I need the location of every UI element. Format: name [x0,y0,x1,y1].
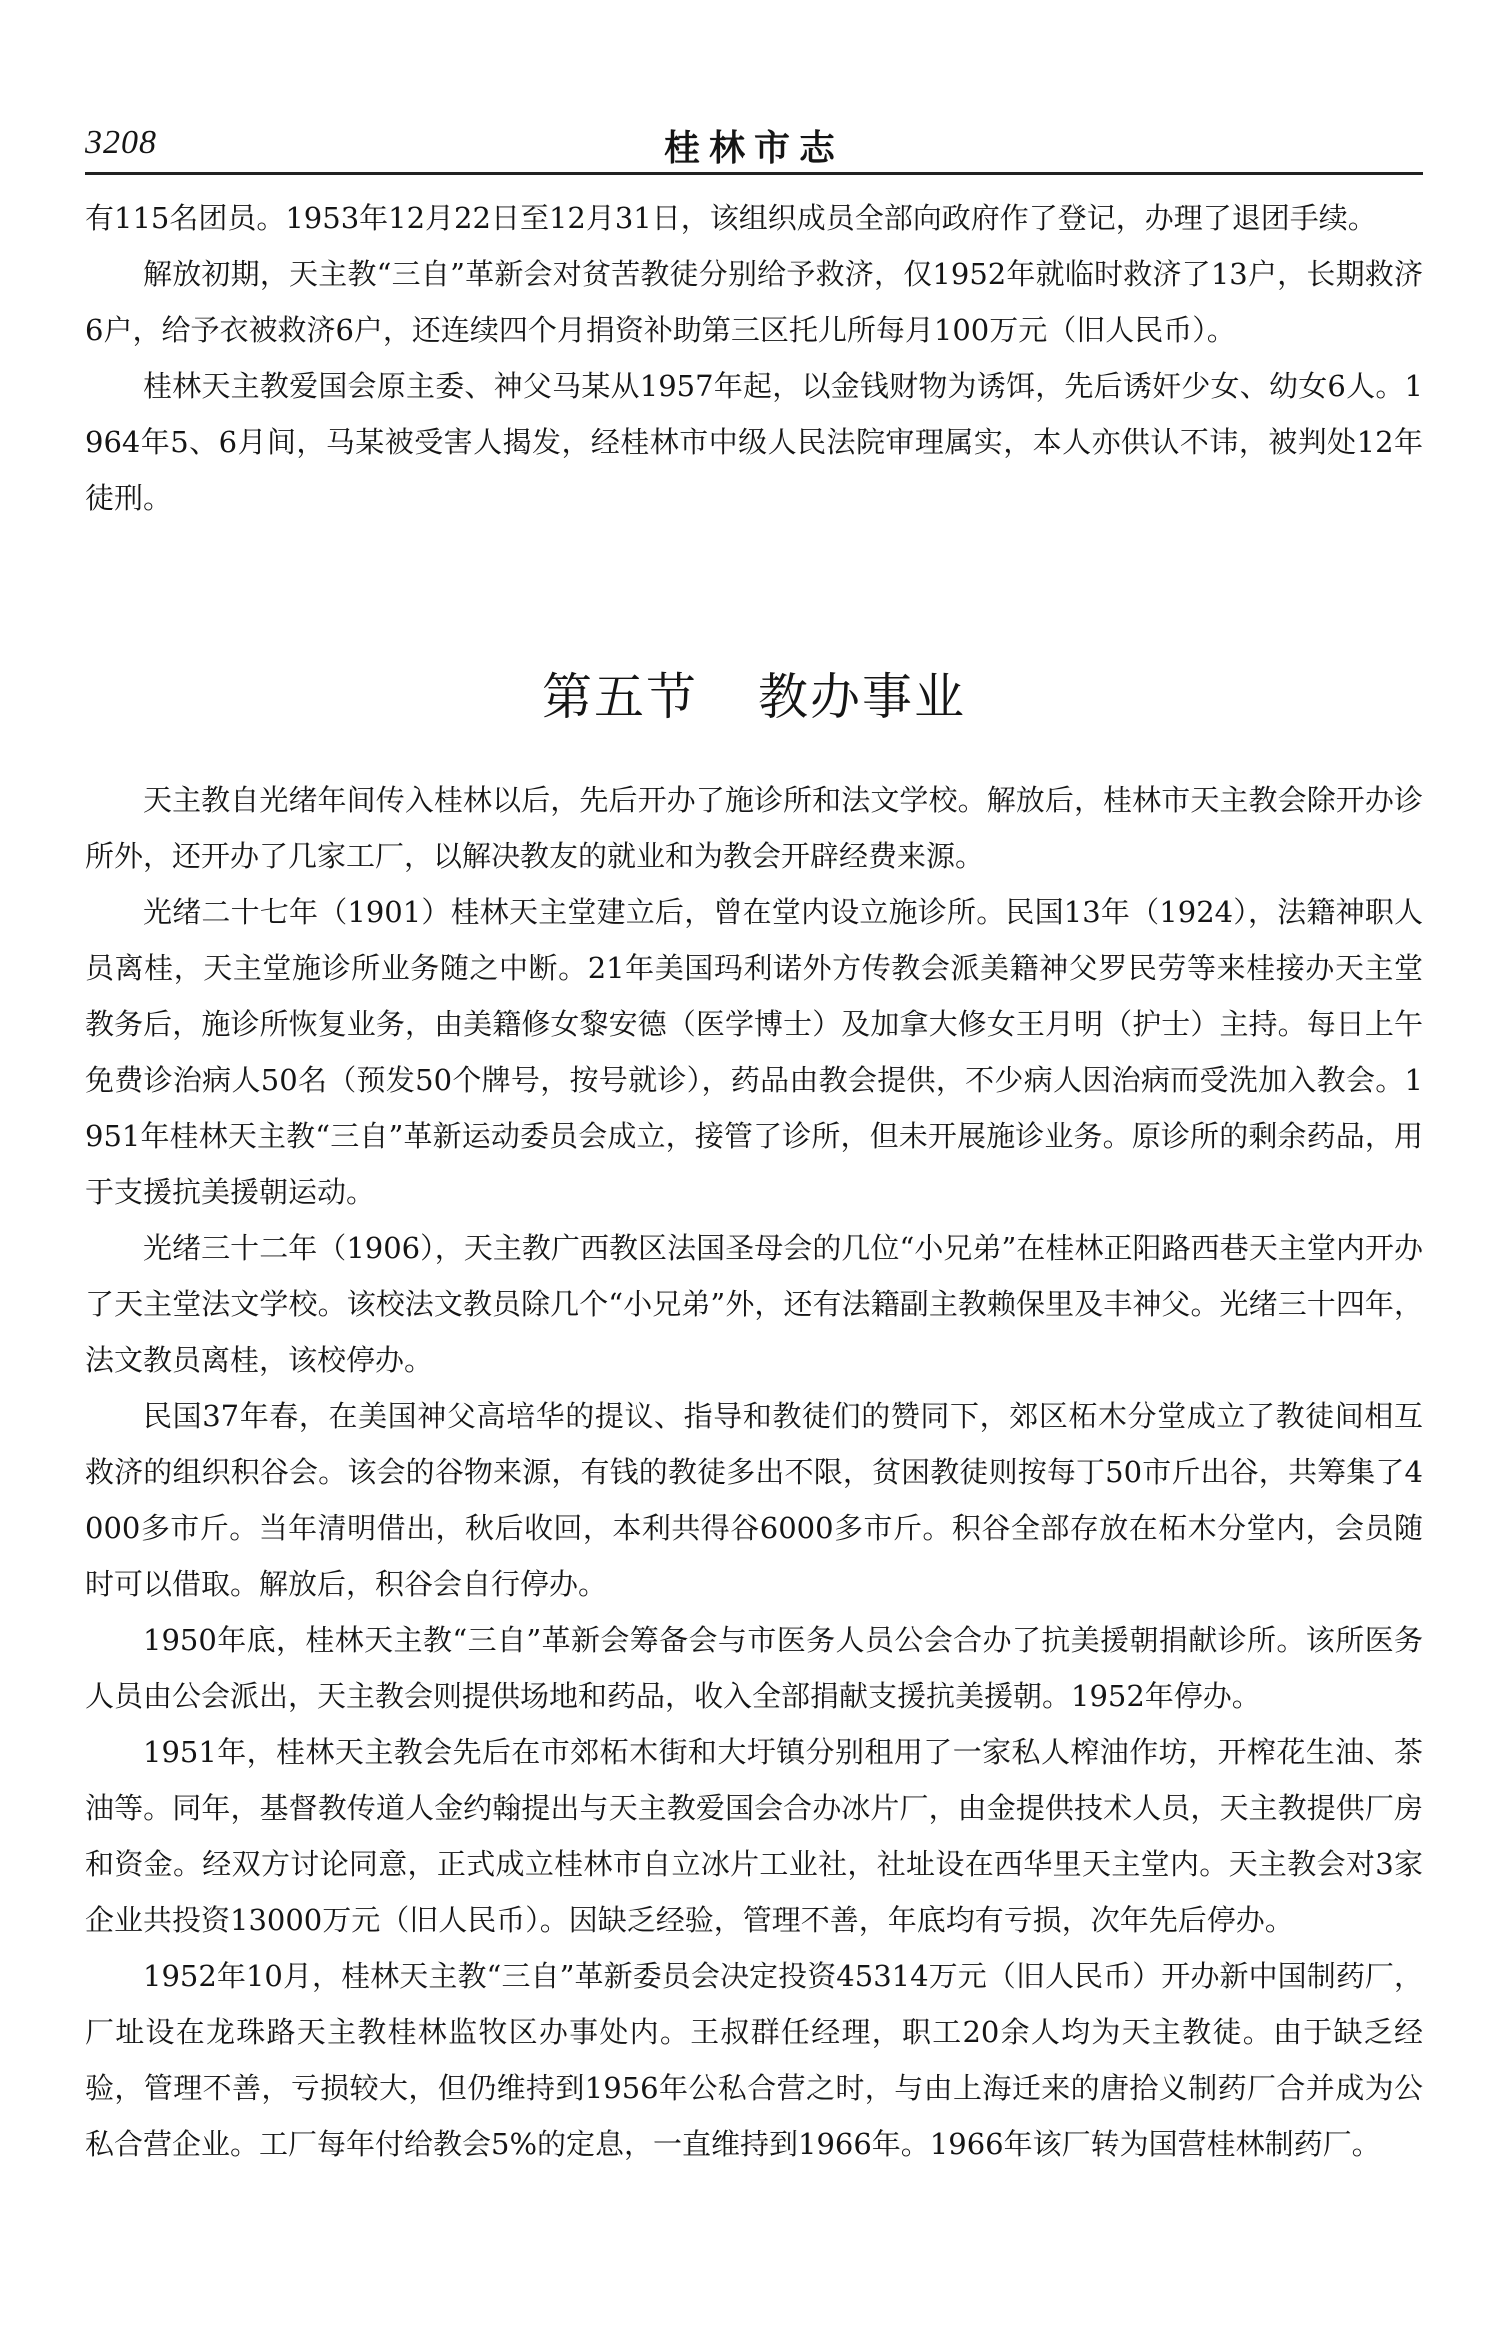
paragraph: 解放初期，天主教“三自”革新会对贫苦教徒分别给予救济，仅1952年就临时救济了13户，长期救济6户，给予衣被救济6户，还连续四个月捐资补助第三区托儿所每月100万元（旧人民币）。 [85,257,1423,347]
text-block-top [85,190,1423,526]
paragraph: 光绪二十七年（1901）桂林天主堂建立后，曾在堂内设立施诊所。民国13年（1924），法籍神职人员离桂，天主堂施诊所业务随之中断。21年美国玛利诺外方传教会派美籍神父罗民劳等来桂接办天主堂教务后，施诊所恢复业务，由美籍修女黎安德（医学博士）及加拿大修女王月明（护士）主持。每日上午免费诊治病人50名（预发50个牌号，按号就诊），药品由教会提供，不少病人因治病而受洗加入教会。1951年桂林天主教“三自”革新运动委员会成立，接管了诊所，但未开展施诊业务。原诊所的剩余药品，用于支援抗美援朝运动。 [85,895,1423,1209]
header-rule [85,172,1423,175]
paragraph: 天主教自光绪年间传入桂林以后，先后开办了施诊所和法文学校。解放后，桂林市天主教会除开办诊所外，还开办了几家工厂，以解决教友的就业和为教会开辟经费来源。 [85,783,1423,873]
paragraph: 桂林天主教爱国会原主委、神父马某从1957年起，以金钱财物为诱饵，先后诱奸少女、幼女6人。1964年5、6月间，马某被受害人揭发，经桂林市中级人民法院审理属实，本人亦供认不讳，被判处12年徒刑。 [85,369,1423,515]
page-header [85,118,1423,168]
section-heading [85,662,1423,732]
paragraph: 有115名团员。1953年12月22日至12月31日，该组织成员全部向政府作了登记，办理了退团手续。 [85,201,1377,235]
paragraph: 民国37年春，在美国神父高培华的提议、指导和教徒们的赞同下，郊区柘木分堂成立了教徒间相互救济的组织积谷会。该会的谷物来源，有钱的教徒多出不限，贫困教徒则按每丁50市斤出谷，共筹集了4000多市斤。当年清明借出，秋后收回，本利共得谷6000多市斤。积谷全部存放在柘木分堂内，会员随时可以借取。解放后，积谷会自行停办。 [85,1399,1423,1601]
section-number: 第五节 [542,668,698,726]
paragraph: 1951年，桂林天主教会先后在市郊柘木街和大圩镇分别租用了一家私人榨油作坊，开榨花生油、茶油等。同年，基督教传道人金约翰提出与天主教爱国会合办冰片厂，由金提供技术人员，天主教提供厂房和资金。经双方讨论同意，正式成立桂林市自立冰片工业社，社址设在西华里天主堂内。天主教会对3家企业共投资13000万元（旧人民币）。因缺乏经验，管理不善，年底均有亏损，次年先后停办。 [85,1735,1423,1937]
page-number: 3208 [85,124,157,161]
section-title: 教办事业 [758,668,966,726]
paragraph: 1950年底，桂林天主教“三自”革新会筹备会与市医务人员公会合办了抗美援朝捐献诊所。该所医务人员由公会派出，天主教会则提供场地和药品，收入全部捐献支援抗美援朝。1952年停办。 [85,1623,1423,1713]
book-title: 桂林市志 [663,128,844,169]
text-block-bottom [85,772,1423,2172]
paragraph: 1952年10月，桂林天主教“三自”革新委员会决定投资45314万元（旧人民币）开办新中国制药厂，厂址设在龙珠路天主教桂林监牧区办事处内。王叔群任经理，职工20余人均为天主教徒。由于缺乏经验，管理不善，亏损较大，但仍维持到1956年公私合营之时，与由上海迁来的唐拾义制药厂合并成为公私合营企业。工厂每年付给教会5%的定息，一直维持到1966年。1966年该厂转为国营桂林制药厂。 [85,1959,1423,2161]
paragraph: 光绪三十二年（1906），天主教广西教区法国圣母会的几位“小兄弟”在桂林正阳路西巷天主堂内开办了天主堂法文学校。该校法文教员除几个“小兄弟”外，还有法籍副主教赖保里及丰神父。光绪三十四年，法文教员离桂，该校停办。 [85,1231,1423,1377]
